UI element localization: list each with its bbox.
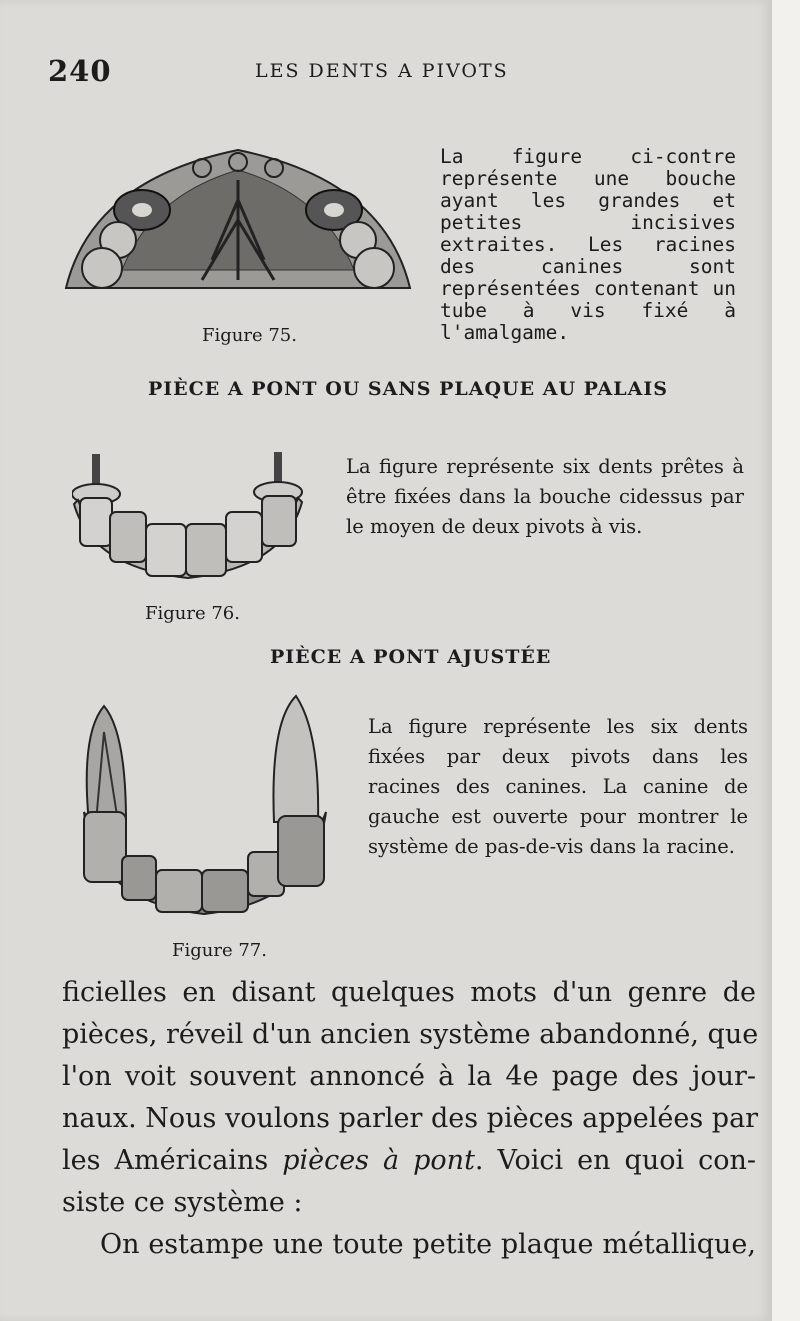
body-text-run: les Américains (62, 1145, 283, 1176)
figure-77-illustration (74, 692, 336, 924)
section-heading-piece-a-pont: PIÈCE A PONT OU SANS PLAQUE AU PALAIS (148, 378, 668, 400)
page-number: 240 (48, 54, 112, 88)
figure-77-caption: Figure 77. (172, 940, 267, 961)
page-edge (772, 0, 800, 1321)
figure-76-caption: Figure 76. (145, 603, 240, 624)
section-heading-piece-ajustee: PIÈCE A PONT AJUSTÉE (270, 646, 552, 668)
body-line: l'on voit souvent annoncé à la 4e page des jour- (62, 1061, 756, 1092)
body-line (62, 1140, 756, 1182)
figure-76-illustration (72, 448, 304, 583)
figure-75-caption: Figure 75. (202, 325, 297, 346)
figure-77-description: La figure représente les six dents fixées par deux pivots dans les racines des canines. La canine de gauche est ouverte pour montrer le système de pas-de-vis dans la racine. (368, 715, 748, 858)
italic-term: pièces à pont (282, 1145, 475, 1176)
body-text-run: . Voici en quoi con- (474, 1145, 756, 1176)
body-line: On estampe une toute petite plaque métallique, (100, 1229, 756, 1260)
figure-75-description: La figure ci-contre représente une bouche ayant les grandes et petites incisives extraites. Les racines des canines sont représentées contenant un tube à vis fixé à l'amalgame. (440, 145, 736, 344)
body-line: siste ce système : (62, 1187, 303, 1218)
body-text (62, 972, 759, 1266)
body-line: pièces, réveil d'un ancien système abandonné, que (62, 1019, 759, 1050)
figure-75-illustration (62, 140, 414, 295)
body-line: ficielles en disant quelques mots d'un genre de (62, 977, 756, 1008)
body-line: naux. Nous voulons parler des pièces appelées par (62, 1103, 759, 1134)
figure-76-description: La figure représente six dents prêtes à être fixées dans la bouche cidessus par le moyen de deux pivots à vis. (346, 455, 744, 538)
running-head: LES DENTS A PIVOTS (255, 60, 509, 82)
